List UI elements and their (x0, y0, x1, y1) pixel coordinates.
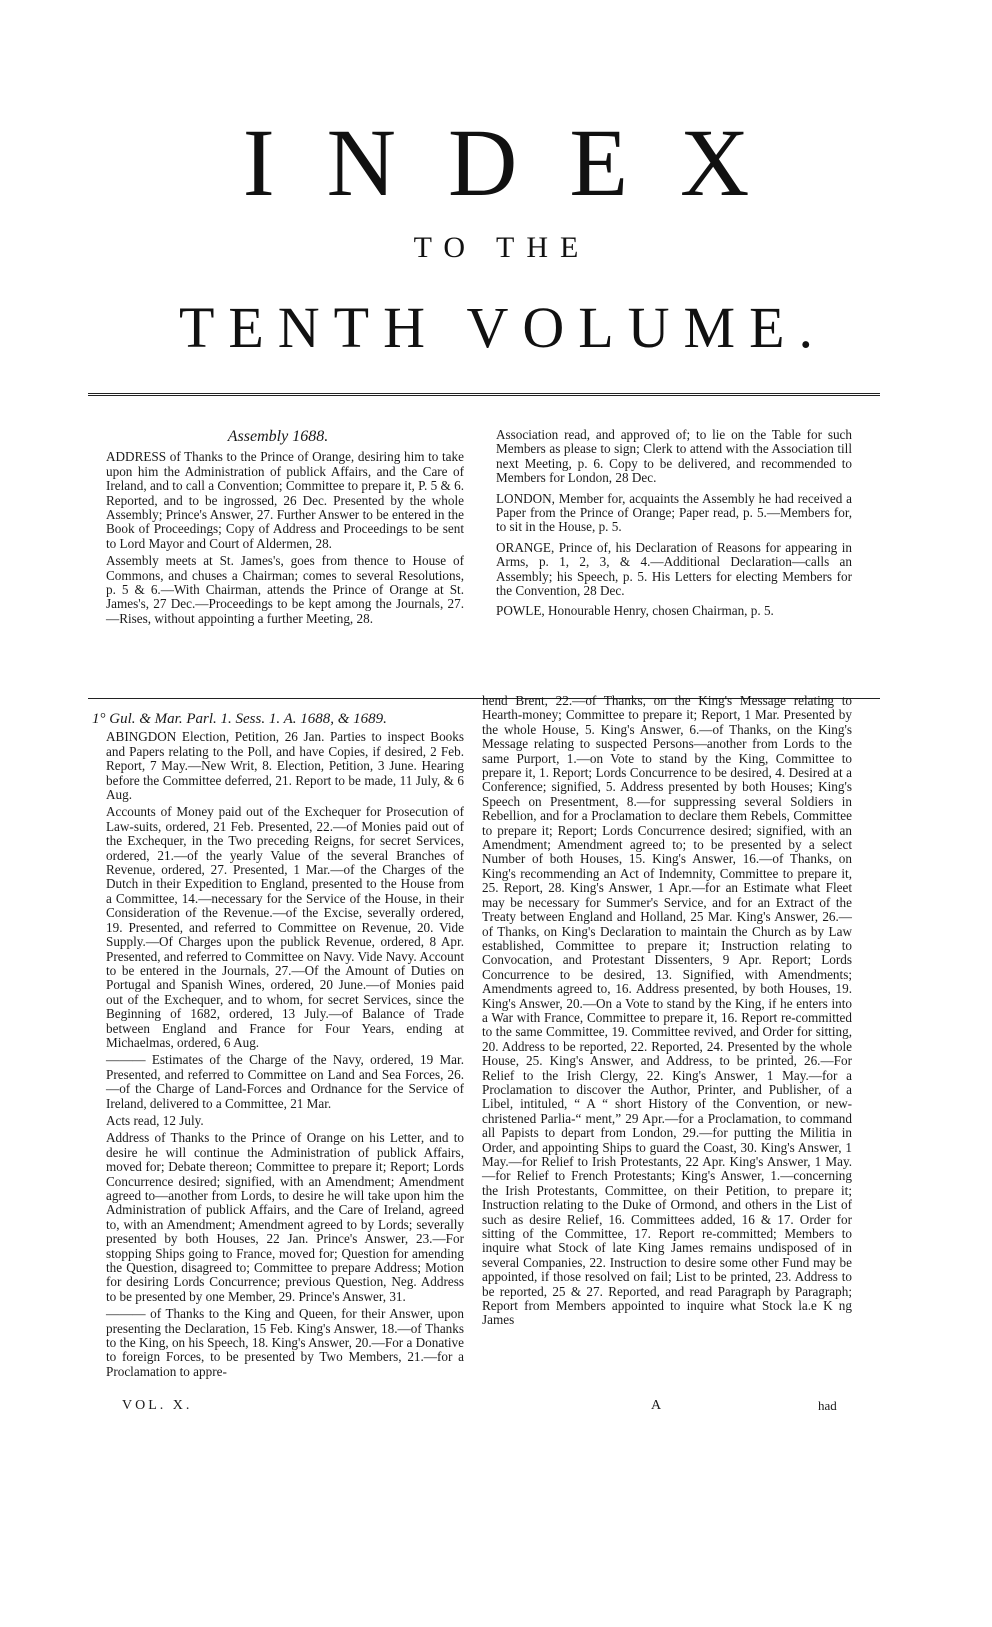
entry-accounts: Accounts of Money paid out of the Exchequer for Prosecution of Law-suits, ordered, 21 Feb. Presented, 22.—of Monies paid out of the Exchequer, in the Two preceding Reigns, for secret Services, ordered, 21.—of the yearly Value of the several Branches of Revenue, ordered, 27. Presented, 1 Mar.—of the Charges of the Dutch in their Expedition to England, presented to the House from a Committee, 14.—necessary for the Service of the House, in their Consideration of the Revenue.—of the Excise, severally ordered, 19. Presented, and referred to Committee on Revenue, 20. Vide Supply.—Of Charges upon the publick Revenue, ordered, 8 Apr. Presented, and referred to Committee on Navy. Vide Navy. Account to be entered in the Journals, 27.—Of the Amount of Duties on Portugal and Spanish Wines, ordered, 20 June.—of Monies paid out of the Exchequer, and to whom, for secret Services, since the Beginning of 1682, ordered, 13 July.—of Balance of Trade between England and France for Four Years, ending at Michaelmas, ordered, 6 Aug. (106, 804, 464, 1050)
title-index: INDEX (242, 109, 802, 216)
footer-signature: A (651, 1398, 662, 1413)
entry-acts: Acts read, 12 July. (106, 1112, 204, 1128)
double-rule (88, 393, 880, 398)
entry-address: Address of Thanks to the Prince of Orange on his Letter, and to desire he will continue the Administration of publick Affairs, moved for; Debate thereon; Committee to prepare it; Report; Lords Concurrence desired; signified, with an Amendment; Amendment agreed to—another from Lords, to desire he will take upon him the Administration of publick Affairs, and the Care of Ireland, agreed to, with an Amendment; Amendment agreed to by Lords; severally presented by both Houses, 22 Jan. Prince's Answer, 23.—For stopping Ships going to France, moved for; Question for amending the Question, disagreed to; Committee to prepare Address; Motion for desiring Lords Concurrence; previous Question, Neg. Address to be presented by one Member, 29. Prince's Answer, 31. (106, 1130, 464, 1304)
assembly-entry-association: Association read, and approved of; to lie on the Table for such Members as please to sign; Clerk to attend with the Association till next Meeting, p. 6. Copy to be delivered, and recommended to Members for London, 28 Dec. (496, 427, 852, 486)
assembly-entry-orange: ORANGE, Prince of, his Declaration of Reasons for appearing in Arms, p. 1, 2, 3, & 4.—Additional Declaration—calls an Assembly; his Speech, p. 5. His Letters for electing Members for the Convention, 28 Dec. (496, 539, 852, 599)
assembly-column-right (482, 428, 852, 622)
parliament-column-left (92, 712, 464, 1382)
footer-catchword: had (818, 1398, 837, 1413)
title-tenth-volume: TENTH VOLUME. (178, 295, 828, 360)
session-heading: 1° Gul. & Mar. Parl. 1. Sess. 1. A. 1688, & 1689. (92, 711, 387, 727)
assembly-entry-address: ADDRESS of Thanks to the Prince of Orange, desiring him to take upon him the Administration of publick Affairs, and the Care of Ireland, and to call a Convention; Committee to prepare it, P. 5 & 6. Reported, and to be ingrossed, 26 Dec. Presented by the whole Assembly; Prince's Answer, 27. Further Answer to be entered in the Book of Proceedings; Copy of Address and Proceedings to be sent to Lord Mayor and Court of Aldermen, 28. (106, 449, 464, 551)
assembly-entry-london: LONDON, Member for, acquaints the Assembly he had received a Paper from the Prince of Orange; Paper read, p. 5.—Members for, to sit in the House, p. 5. (496, 490, 852, 535)
assembly-column-left (92, 430, 464, 629)
assembly-entry-powle: POWLE, Honourable Henry, chosen Chairman, p. 5. (496, 603, 774, 619)
title-to-the: TO THE (413, 231, 591, 264)
entry-estimates: ——— Estimates of the Charge of the Navy, ordered, 19 Mar. Presented, and referred to Committee on Land and Sea Forces, 26.—of the Charge of Land-Forces and Ordnance for the Service of Ireland, delivered to a Committee, 21 Mar. (106, 1052, 464, 1111)
entry-abingdon: ABINGDON Election, Petition, 26 Jan. Parties to inspect Books and Papers relating to the Poll, and have Copies, if desired, 2 Feb. Report, 7 May.—New Writ, 8. Election, Petition, 3 June. Hearing before the Committee deferred, 21. Report to be made, 11 July, & 6 Aug. (106, 729, 464, 803)
footer-volume: VOL. X. (122, 1398, 193, 1413)
entry-address-continued: hend Brent, 22.—of Thanks, on the King's Message relating to Hearth-money; Committee to prepare it; Report, 1 Mar. Presented by the whole House, 5. King's Answer, 6.—of Thanks, on the King's Message relating to suspected Persons—another from Lords to the same Purport, 1.—on Vote to stand by the King, Committee to prepare it, 1. Report; Lords Concurrence to be desired, 4. Desired at a Conference; signified, 5. Address presented by both Houses; King's Speech on Presentment, 8.—for suppressing several Soldiers in Rebellion, and for a Proclamation to declare them Rebels, Committee to prepare it; Report; Lords Concurrence desired; signified, with an Amendment; Amendment agreed to; to be presented by a select Number of both Houses, 15. King's Answer, 16.—of Thanks, on King's recommending an Act of Indemnity, Committee to prepare it, 25. Report, 28. King's Answer, 1 Apr.—for an Estimate what Fleet may be necessary for Summer's Service, and for an Extract of the Treaty between England and Holland, 25 Mar. King's Answer, 26.—of Thanks, on King's Declaration to maintain the Church as by Law established, Committee to prepare it; Instruction relating to Convocation, and Protestant Dissenters, 9 Apr. Report; Lords Concurrence to be desired, 13. Signified, with Amendments; Amendments agreed to, 16. Address presented, by both Houses, 19. King's Answer, 20.—On a Vote to stand by the King, if he enters into a War with France, Committee to prepare it, 16. Report re-committed to the same Committee, 19. Committee revived, and Order for sitting, 20. Address to be reported, 22. Reported, 24. Presented by the whole House, 25. King's Answer, and Address, to be printed, 26.—For Relief to the Irish Clergy, 22. King's Answer, 1 May.—for a Proclamation to discover the Author, Printer, and Publisher, of a Libel, intituled, “ A “ short History of the Convention, or new-christened Parlia-“ ment,” 29 Apr.—for a Proclamation, to command all Papists to depart from London, 29.—for putting the Militia in Order, and appointing Ships to guard the Coast, 30. King's Answer, 1 May.—for Relief to Irish Protestants, 22 Apr. King's Answer, 1 May.—for Relief to French Protestants; King's Answer, 1.—concerning the Irish Protestants, Committee, on their Petition, to prepare it; Instruction relating to the Duke of Ormond, and others in the List of such as desire Relief, 16. Committees added, 16 & 17. Order for sitting of the Committee, 17. Report re-committed; Members to inquire what Stock of late King James remains undisposed of in several Companies, 22. Instruction to desire some other Fund may be appointed, if those resolved on fail; List to be printed, 23. Address to be reported, 25 & 27. Reported, and read Paragraph by Paragraph; Report from Members appointed to inquire what Stock la.e K ng James (482, 693, 852, 1328)
parliament-column-right (482, 694, 852, 1331)
assembly-entry-assembly: Assembly meets at St. James's, goes from thence to House of Commons, and chuses a Chairman; comes to several Resolutions, p. 5 & 6.—With Chairman, attends the Prince of Orange at St. James's, 27 Dec.—Proceedings to be kept among the Journals, 27.—Rises, without appointing a further Meeting, 28. (106, 553, 464, 626)
assembly-heading: Assembly 1688. (227, 428, 329, 445)
entry-address-thanks: ——— of Thanks to the King and Queen, for their Answer, upon presenting the Declaration, 15 Feb. King's Answer, 18.—of Thanks to the King, on his Speech, 18. King's Answer, 20.—For a Donative to foreign Forces, to be presented by Two Members, 21.—for a Proclamation to appre- (106, 1306, 464, 1379)
